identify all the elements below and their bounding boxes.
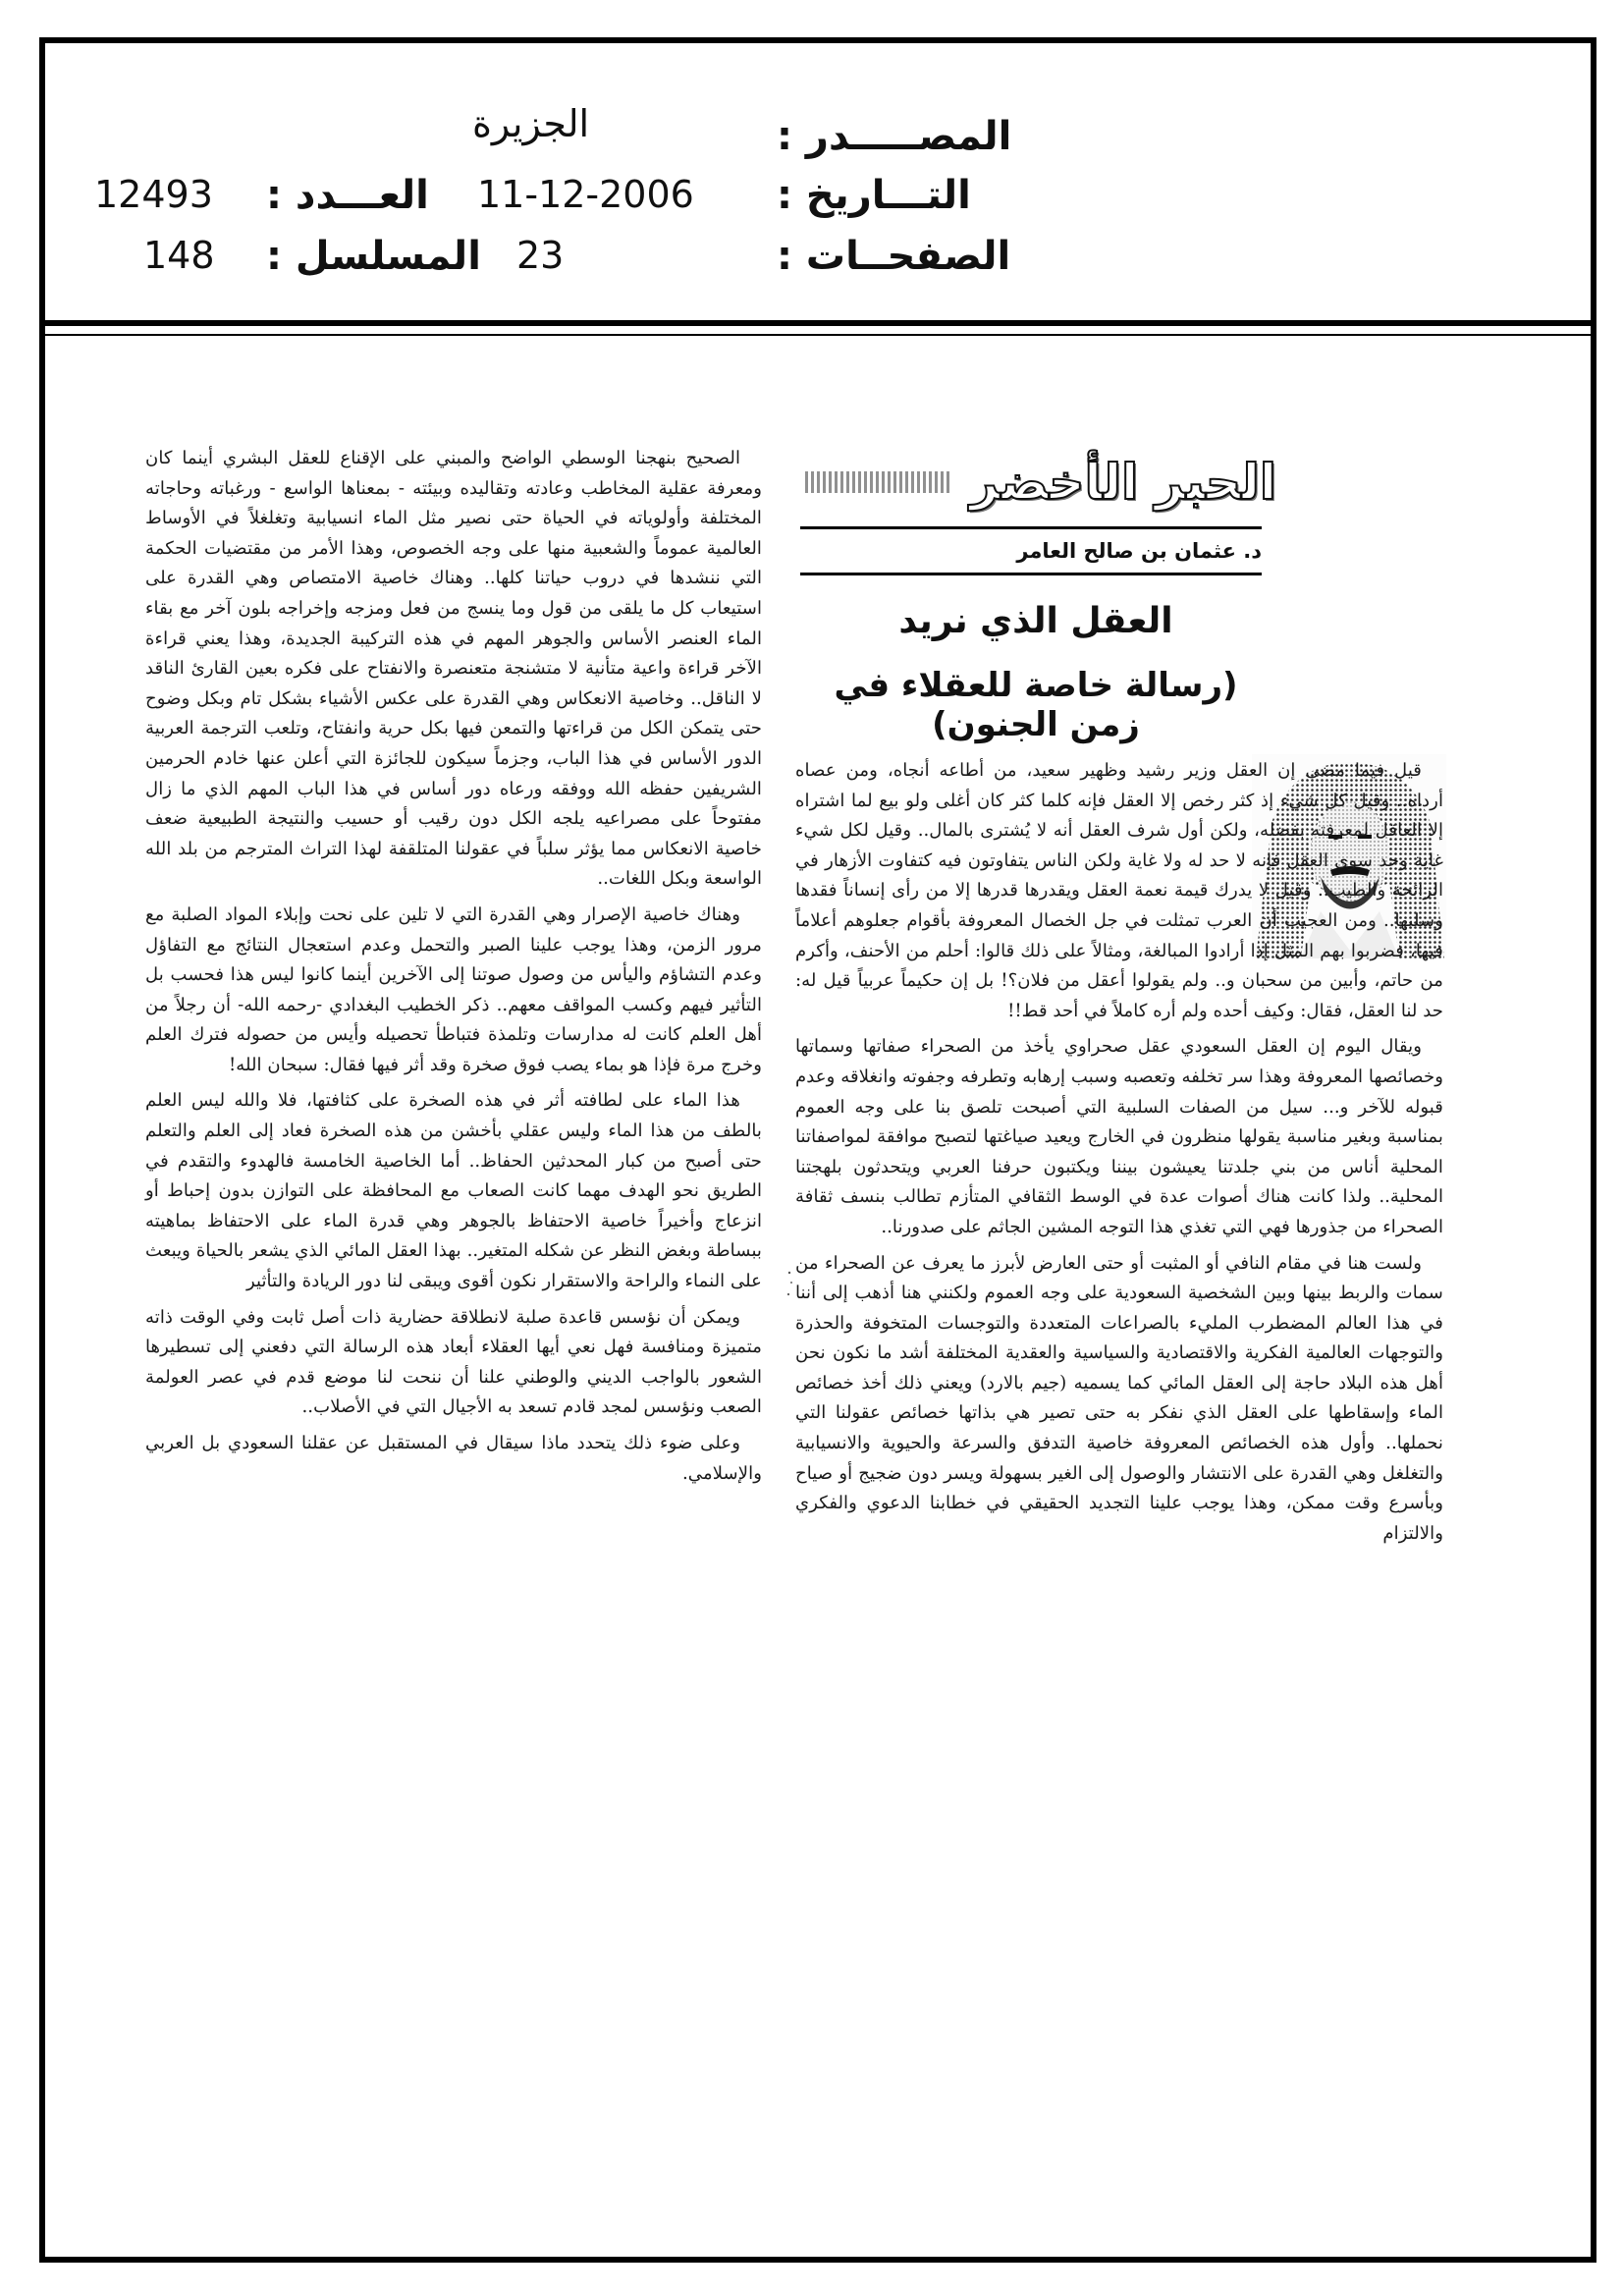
masthead-logo: الحبر الأخضر bbox=[970, 454, 1276, 511]
author-name: د. عثمان بن صالح العامر bbox=[1016, 539, 1262, 563]
right-paragraph-1: قيل فيما مضى إن العقل وزير رشيد وظهير سعيد، من أطاعه أنجاه، ومن عصاه أرداه.. وقيل كل شيء إذ كثر رخص إلا العقل فإنه كلما كثر كان أغلى ولو بيع لما اشتراه إلا العاقل لمعرفته بفضله، ولكن أول شرف العقل أنه لا يُشترى بالمال.. وقيل لكل شيء غاية وحد سوى العقل فإنه لا حد له ولا غاية ولكن الناس يتفاوتون فيه كتفاوت الأزهار في الرائحة والطيب.. وقيل لا يدرك قيمة نعمة العقل ويقدرها قدرها إلا من رأى إنساناً فقدها وسلبها.. ومن العجيب أن العرب تمثلت في جل الخصال المعروفة بأقوام جعلوهم أعلاماً فيها، فضربوا بهم المثل إذا أرادوا المبالغة، ومثالاً على ذلك قالوا: أحلم من الأحنف، وأكرم من حاتم، وأبين من سحبان و.. ولم يقولوا أعقل من فلان؟! بل إن حكيماً عربياً قيل له: حد لنا العقل، فقال: وكيف أحده ولم أره كاملاً في أحد قط!! bbox=[795, 760, 1443, 1021]
right-paragraph-2: ويقال اليوم إن العقل السعودي عقل صحراوي يأخذ من الصحراء صفاتها وسماتها وخصائصها المعروفة وهذا سر تخلفه وتعصبه وسبب إرهابه وتطرفه وجفوته وانغلاقه وعدم قبوله للآخر و... سيل من الصفات السلبية التي أصبحت تلصق بنا على وجه العموم بمناسبة وبغير مناسبة يقولها منظرون في الخارج ويعيد صياغتها لتصبح موافقة لمواصفاتنا المحلية أناس من بني جلدتنا يعيشون بيننا ويكتبون حرفنا العربي ويتحدثون بلهجتنا المحلية.. ولذا كانت هناك أصوات عدة في الوسط الثقافي المتأزم تطالب بنسف ثقافة الصحراء من جذورها فهي التي تغذي هذا التوجه المشين الجاثم على صدورنا.. bbox=[795, 1036, 1443, 1237]
article-title: العقل الذي نريد bbox=[898, 601, 1173, 641]
left-paragraph-5: وعلى ضوء ذلك يتحدد ماذا سيقال في المستقبل عن عقلنا السعودي بل العربي والإسلامي. bbox=[145, 1433, 762, 1484]
serial-value: 148 bbox=[143, 234, 215, 277]
masthead-stripes bbox=[805, 471, 952, 493]
left-paragraph-4: ويمكن أن نؤسس قاعدة صلبة لانطلاقة حضارية ذات أصل ثابت وفي الوقت ذاته متميزة ومنافسة فهل نعي أيها العقلاء أبعاد هذه الرسالة التي دفعني إلى تسطيرها الشعور بالواجب الديني والوطني علنا أن ننحت لنا موضع قدم في عصر العولمة الصعب ونؤسس لمجد قادم تسعد به الأجيال التي في الأصلاب.. bbox=[145, 1306, 763, 1418]
right-paragraph-3: ولست هنا في مقام النافي أو المثبت أو حتى العارض لأبرز ما يعرف عن الصحراء من سمات والربط بينها وبين الشخصية السعودية على وجه العموم ولكنني هنا أذهب إلى أننا في هذا العالم المضطرب المليء بالصراعات المتعددة والتوجسات المتخوفة والحذرة والتوجهات العالمية الفكرية والاقتصادية والسياسية والعقدية المختلفة أشد ما نكون نحن أهل هذه البلاد حاجة إلى العقل المائي كما يسميه (جيم بالارد) ويعني ذلك أخذ خصائص الماء وإسقاطها على العقل الذي نفكر به حتى تصير هي بذاتها خصائص عقولنا التي نحملها.. وأول هذه الخصائص المعروفة خاصية التدفق والسرعة والحيوية والانسيابية والتغلغل وهي القدرة على الانتشار والوصول إلى الغير بسهولة ويسر دون ضجيج أو صياح وبأسرع وقت ممكن، وهذا يوجب علينا التجديد الحقيقي في خطابنا الدعوي والفكري والالتزام bbox=[795, 1252, 1443, 1544]
clipping-header bbox=[45, 43, 1591, 326]
date-label: التـــاريخ : bbox=[777, 173, 971, 218]
article-subtitle: (رسالة خاصة للعقلاء في زمن الجنون) bbox=[834, 666, 1238, 744]
source-label: المصـــــدر : bbox=[777, 114, 1012, 159]
pages-value: 23 bbox=[516, 234, 565, 277]
column-masthead bbox=[805, 452, 1276, 513]
author-byline bbox=[800, 526, 1262, 575]
issue-label: العـــدد : bbox=[266, 173, 429, 218]
article-left-column bbox=[145, 444, 762, 1495]
date-value: 11-12-2006 bbox=[477, 173, 694, 216]
header-divider bbox=[45, 334, 1591, 336]
pages-label: الصفحــات : bbox=[777, 234, 1011, 279]
serial-label: المسلسل : bbox=[266, 234, 481, 279]
issue-value: 12493 bbox=[94, 173, 213, 216]
left-paragraph-3: هذا الماء على لطافته أثر في هذه الصخرة على كثافتها، فلا والله ليس العلم بالطف من هذا الماء وليس عقلي بأخشن من هذه الصخرة فعاد إلى العلم والتعلم حتى أصبح من كبار المحدثين الحفاظ.. أما الخاصية الخامسة فالهدوء والتقدم في الطريق نحو الهدف مهما كانت الصعاب مع المحافظة على التوازن بدون إحباط أو انزعاج وأخيراً خاصية الاحتفاظ بالجوهر وهي قدرة الماء على الاحتفاظ بماهيته ببساطة وبغض النظر عن شكله المتغير.. بهذا العقل المائي الذي يشعر بالحياة ويبعث على النماء والراحة والاستقرار نكون أقوى ويبقى لنا دور الريادة والتأثير bbox=[145, 1090, 762, 1292]
left-paragraph-2: وهناك خاصية الإصرار وهي القدرة التي لا تلين على نحت وإبلاء المواد الصلبة مع مرور الزمن، وهذا يوجب علينا الصبر والتحمل وعدم استعجال النتائج مع التفاؤل وعدم التشاؤم واليأس من وصول صوتنا إلى الآخرين أينما كانوا ليس هذا فحسب بل التأثير فيهم وكسب المواقف معهم.. ذكر الخطيب البغدادي -رحمه الله- أن رجلاً من أهل العلم كانت له مدارسات وتلمذة فتباطأ تحصيله وأيس من حصوله فترك العلم وخرج مرة فإذا هو بماء يصب فوق صخرة وقد أثر فيها فقال: سبحان الله! bbox=[145, 903, 762, 1075]
left-paragraph-1: الصحيح بنهجنا الوسطي الواضح والمبني على الإقناع للعقل البشري أينما كان ومعرفة عقلية المخاطب وعادته وتقاليده وبيئته - بمعناها الواسع - ورغباته وحاجاته المختلفة وأولوياته في الحياة حتى نصير مثل الماء انسيابية وتغلغلاً في الأوساط العالمية عموماً والشعبية منها على وجه الخصوص، وهذا الأمر من مقتضيات الحكمة التي ننشدها في دروب حياتنا كلها.. وهناك خاصية الامتصاص وهي القدرة على استيعاب كل ما يلقى من قول وما ينسج من فعل ومزجه وإخراجه بلون آخر مع بقاء الماء العنصر الأساس والجوهر المهم في هذه التركيبة الجديدة، وهذا يعني قراءة الآخر قراءة واعية متأنية لا متشنجة متعنصرة والانفتاح على فكره بعين القارئ الناقد لا الناقل.. وخاصية الانعكاس وهي القدرة على عكس الأشياء بشكل تام وبكل وضوح حتى يتمكن الكل من قراءتها والتمعن فيها بكل حرية وانفتاح، وتلعب الترجمة العربية الدور الأساس في هذا الباب، وجزماً سيكون للجائزة التي أعلن عنها خادم الحرمين الشريفين حفظه الله ووفقه ورعاه دور أساس في هذا الباب المهم الذي ما زال مفتوحاً على مصراعيه يلجه الكل دون رقيب أو حسيب والنتيجة الطبيعية ضعف خاصية الانعكاس مما يؤثر سلباً في عقولنا المتلقفة لهذا التراث المترجم من بلد الله الواسعة وبكل اللغات.. bbox=[145, 448, 762, 890]
article-right-column bbox=[795, 756, 1443, 1555]
scan-speck bbox=[784, 1267, 797, 1306]
source-value: الجزيرة bbox=[472, 102, 590, 145]
